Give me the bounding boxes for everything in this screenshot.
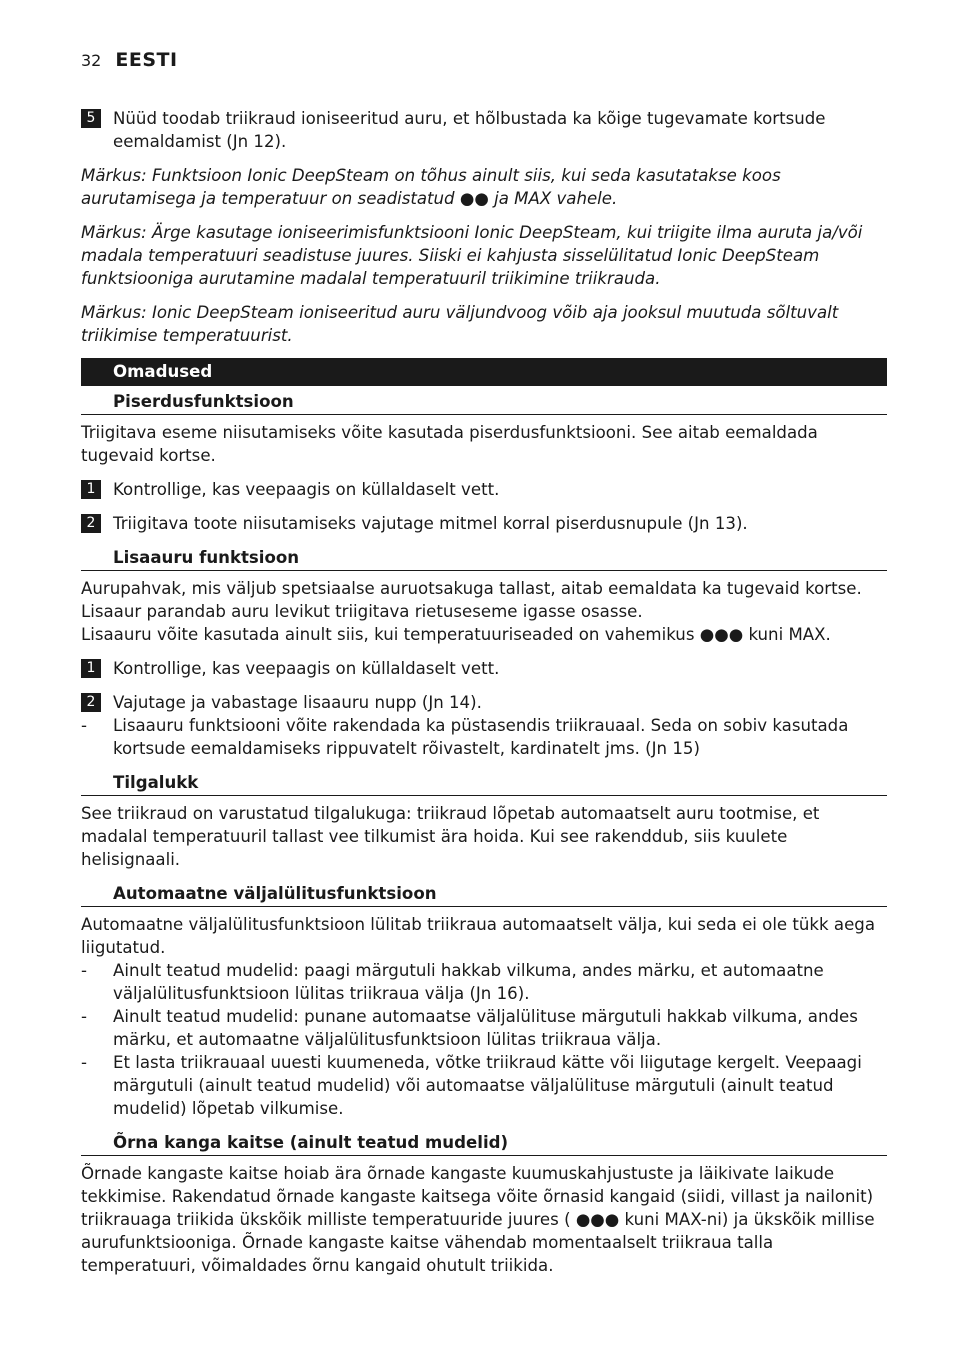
list-item-text: Et lasta triikrauaal uuesti kuumeneda, võtke triikraud kätte või liigutage kergelt. Veepaagi märgutuli (ainult teatud mudelid) või automaatse väljalülituse märgutuli (ainult teatud mudelid) lõpetab vilkumise.	[113, 1053, 862, 1118]
language-label: EESTI	[115, 49, 178, 71]
step-text: Kontrollige, kas veepaagis on küllaldaselt vett.	[113, 659, 500, 678]
list-item-text: Ainult teatud mudelid: punane automaatse väljalülituse märgutuli hakkab vilkuma, andes märku, et automaatne väljalülitusfunktsioon lülitas triikraua välja.	[113, 1007, 858, 1049]
note-ionic-effective: Märkus: Funktsioon Ionic DeepSteam on tõhus ainult siis, kui seda kasutatakse koos aurutamisega ja temperatuur on seadistatud ●● ja MAX vahele.	[81, 166, 781, 208]
list-item	[81, 714, 887, 760]
step-text: Nüüd toodab triikraud ioniseeritud auru, et hõlbustada ka kõige tugevamate kortsude eemaldamist (Jn 12).	[113, 109, 826, 151]
list-item	[81, 959, 887, 1005]
step-5	[81, 107, 887, 153]
shot-bullets	[81, 714, 887, 760]
heading-spray: Piserdusfunktsioon	[81, 390, 887, 415]
list-item-text: Lisaauru funktsiooni võite rakendada ka püstasendis triikrauaal. Seda on sobiv kasutada kortsude eemaldamiseks rippuvatelt rõivastelt, kardinatelt jms. (Jn 15)	[113, 716, 849, 758]
step-text: Vajutage ja vabastage lisaauru nupp (Jn 14).	[113, 693, 482, 712]
list-item	[81, 1005, 887, 1051]
section-title-features: Omadused	[81, 358, 887, 386]
step-text: Triigitava toote niisutamiseks vajutage mitmel korral piserdusnupule (Jn 13).	[113, 514, 748, 533]
auto-off-bullets	[81, 959, 887, 1120]
heading-delicate-protection: Õrna kanga kaitse (ainult teatud mudelid)	[81, 1131, 887, 1156]
step-text: Kontrollige, kas veepaagis on küllaldaselt vett.	[113, 480, 500, 499]
spray-step-2	[81, 512, 887, 535]
page-number: 32	[81, 51, 102, 70]
dash-marker: -	[81, 1053, 87, 1072]
note-ionic-low-temp: Märkus: Ärge kasutage ioniseerimisfunktsiooni Ionic DeepSteam, kui triigite ilma auruta ja/või madala temperatuuri seadistuse juures. Siiski ei kahjusta sisselülitatud Ionic DeepSteam funktsiooniga aurutamine madalal temperatuuril triikimine triikrauda.	[81, 223, 863, 288]
delicate-text: Õrnade kangaste kaitse hoiab ära õrnade kangaste kuumuskahjustuste ja läikivate laikude tekkimise. Rakendatud õrnade kangaste kaitsega võite õrnasid kangaid (siidi, villast ja nailonit) triikrauaga triikida ükskõik milliste temperatuuride juures ( ●●● kuni MAX-ni) ja ükskõik millise aurufunktsiooniga. Õrnade kangaste kaitse vähendab momentaalselt triikraua talla temperatuuri, võimaldades õrnu kangaid ohutult triikida.	[81, 1164, 875, 1275]
shot-intro-1: Aurupahvak, mis väljub spetsiaalse auruotsakuga tallast, aitab eemaldata ka tugevaid kortse. Lisaaur parandab auru levikut triigitava rietuseseme igasse osasse.	[81, 579, 862, 621]
spray-intro: Triigitava eseme niisutamiseks võite kasutada piserdusfunktsiooni. See aitab eemaldada tugevaid kortse.	[81, 423, 818, 465]
shot-step-2	[81, 691, 887, 714]
drip-text: See triikraud on varustatud tilgalukuga: triikraud lõpetab automaatselt auru tootmise, et madalal temperatuuril tallast vee tilkumist ära hoida. Kui see rakenddub, siis kuulete helisignaali.	[81, 804, 820, 869]
spray-step-1	[81, 478, 887, 501]
heading-drip-stop: Tilgalukk	[81, 771, 887, 796]
dash-marker: -	[81, 716, 87, 735]
step-number-badge: 1	[81, 480, 101, 499]
step-number-badge: 5	[81, 109, 101, 128]
note-ionic-output: Märkus: Ionic DeepSteam ioniseeritud auru väljundvoog võib aja jooksul muutuda sõltuvalt triikimise temperatuurist.	[81, 303, 839, 345]
list-item-text: Ainult teatud mudelid: paagi märgutuli hakkab vilkuma, andes märku, et automaatne väljalülitusfunktsioon lülitas triikraua välja (Jn 16).	[113, 961, 824, 1003]
shot-intro-2: Lisaauru võite kasutada ainult siis, kui temperatuuriseaded on vahemikus ●●● kuni MAX.	[81, 625, 831, 644]
auto-off-intro: Automaatne väljalülitusfunktsioon lülitab triikraua automaatselt välja, kui seda ei ole tükk aega liigutatud.	[81, 915, 876, 957]
page-content	[81, 107, 887, 1288]
step-number-badge: 2	[81, 514, 101, 533]
shot-step-1	[81, 657, 887, 680]
page-header	[81, 49, 178, 73]
dash-marker: -	[81, 1007, 87, 1026]
list-item	[81, 1051, 887, 1120]
step-number-badge: 2	[81, 693, 101, 712]
dash-marker: -	[81, 961, 87, 980]
heading-shot-of-steam: Lisaauru funktsioon	[81, 546, 887, 571]
heading-auto-off: Automaatne väljalülitusfunktsioon	[81, 882, 887, 907]
step-number-badge: 1	[81, 659, 101, 678]
